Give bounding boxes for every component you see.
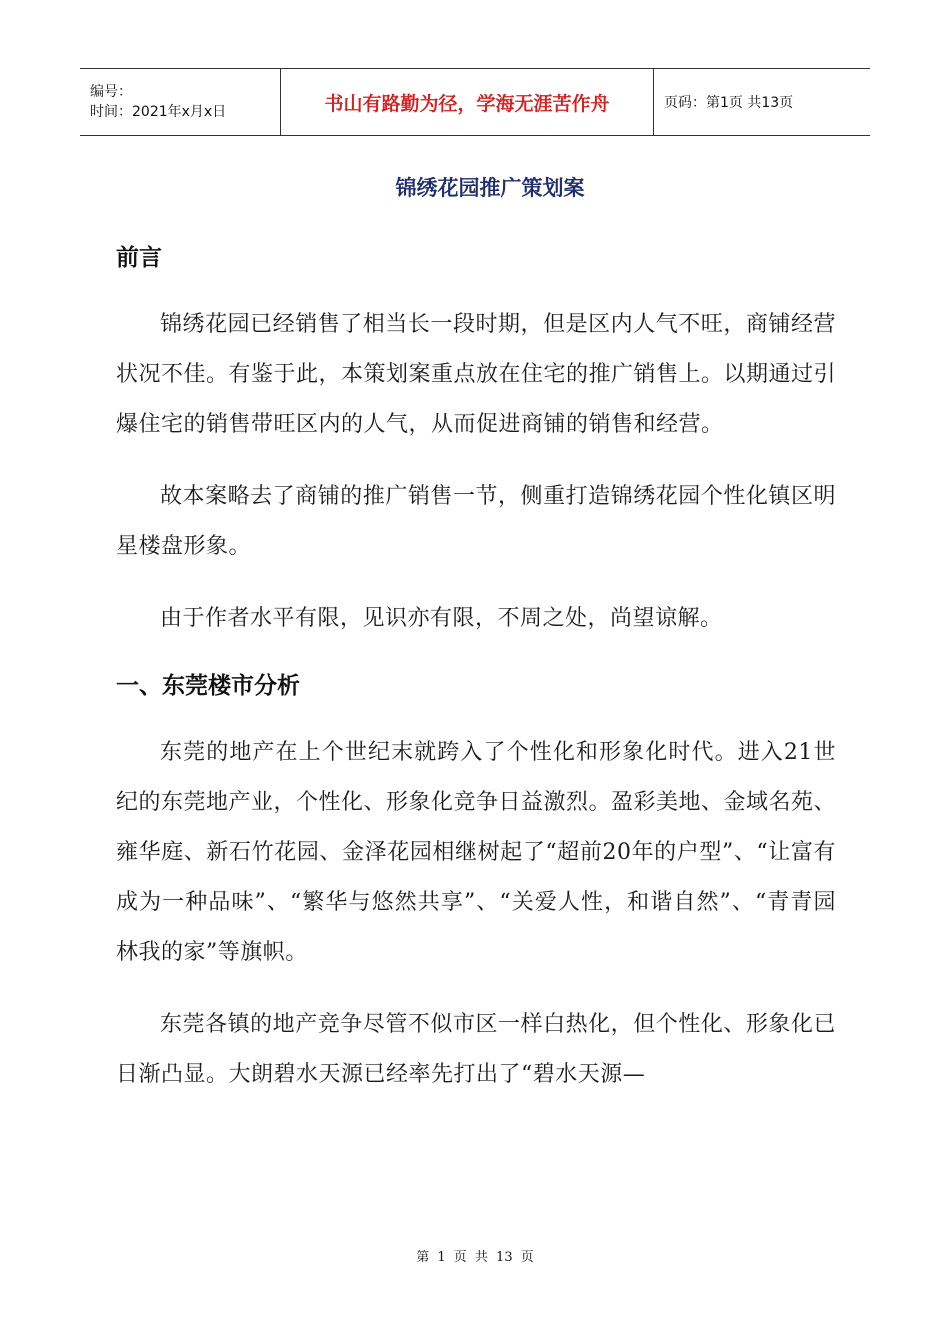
page-footer: 第 1 页 共 13 页 [416,1250,534,1265]
header-meta-cell [80,69,281,135]
preface-paragraph-3: 由于作者水平有限，见识亦有限，不周之处，尚望谅解。 [160,606,723,631]
motto-text: 书山有路勤为径，学海无涯苦作舟 [324,92,610,115]
header-motto-cell [281,69,654,135]
document-title: 锦绣花园推广策划案 [395,176,585,200]
time-label: 时间：2021年x月x日 [90,104,227,120]
analysis-heading: 一、东莞楼市分析 [116,673,300,699]
number-label: 编号： [90,84,132,100]
header-table [80,68,870,136]
preface-heading: 前言 [116,245,162,271]
page-info: 页码：第1页 共13页 [664,95,794,111]
header-page-cell [654,69,870,135]
preface-paragraph-1: 锦绣花园已经销售了相当长一段时期，但是区内人气不旺，商铺经营状况不佳。有鉴于此，本策划案重点放在住宅的推广销售上。以期通过引爆住宅的销售带旺区内的人气，从而促进商铺的销售和经营。 [116,312,837,437]
analysis-paragraph-1: 东莞的地产在上个世纪末就跨入了个性化和形象化时代。进入21世纪的东莞地产业，个性化、形象化竞争日益激烈。盈彩美地、金域名苑、雍华庭、新石竹花园、金泽花园相继树起了“超前20年的户型”、“让富有成为一种品味”、“繁华与悠然共享”、“关爱人性，和谐自然”、“青青园林我的家”等旗帜。 [116,740,837,965]
preface-paragraph-2: 故本案略去了商铺的推广销售一节，侧重打造锦绣花园个性化镇区明星楼盘形象。 [116,484,836,559]
analysis-paragraph-2: 东莞各镇的地产竞争尽管不似市区一样白热化，但个性化、形象化已日渐凸显。大朗碧水天源已经率先打出了“碧水天源— [116,1012,836,1087]
document-body [116,236,836,1100]
